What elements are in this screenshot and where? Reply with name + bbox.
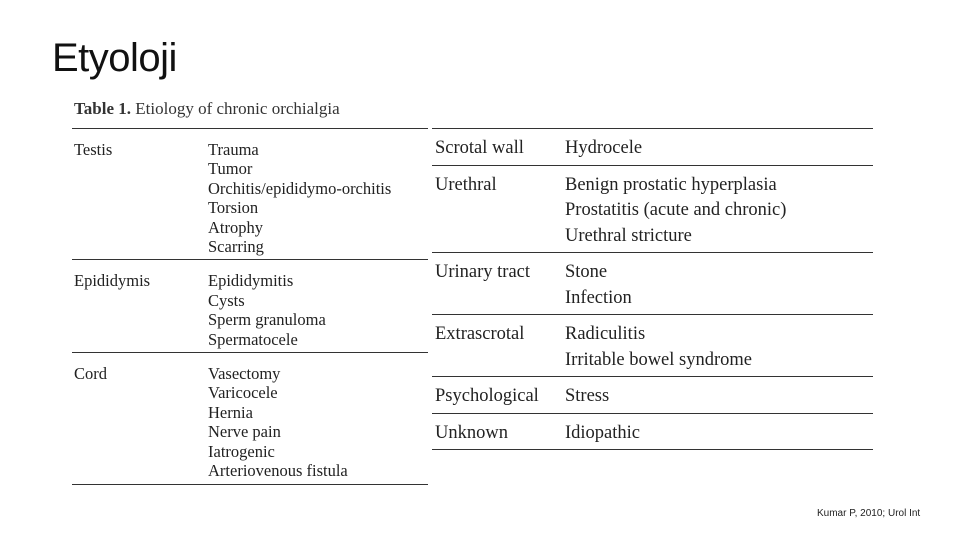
category-cell: Psychological: [435, 386, 539, 406]
table-row: [432, 414, 873, 451]
list-item: Hydrocele: [565, 138, 643, 158]
category-cell: Epididymis: [74, 271, 151, 291]
items-cell: [208, 364, 348, 480]
citation: Kumar P, 2010; Urol Int: [817, 508, 921, 519]
table-row: [72, 353, 428, 484]
category-cell: Testis: [74, 140, 113, 159]
items-cell: [565, 260, 632, 311]
table-row: [432, 129, 873, 166]
list-item: Stress: [565, 386, 610, 406]
category-cell: Scrotal wall: [435, 138, 524, 158]
table-right-panel: [432, 128, 873, 450]
list-item: Tumor: [208, 159, 253, 179]
list-item: Spermatocele: [208, 329, 298, 349]
items-cell: [565, 136, 642, 162]
list-item: Varicocele: [208, 383, 278, 403]
list-item: Sperm granuloma: [208, 310, 326, 330]
table-caption-label: Table 1.: [74, 99, 132, 118]
list-item: Prostatitis (acute and chronic): [565, 200, 787, 220]
list-item: Urethral stricture: [565, 225, 692, 246]
list-item: Torsion: [208, 198, 259, 218]
table-caption-text: Etiology of chronic orchialgia: [135, 99, 340, 118]
items-cell: [565, 173, 786, 250]
items-cell: [565, 322, 752, 373]
list-item: Idiopathic: [565, 422, 641, 443]
list-item: Radiculitis: [565, 324, 646, 344]
items-cell: [565, 421, 640, 447]
table-row: [432, 166, 873, 254]
table-row: [72, 260, 428, 353]
items-cell: [208, 271, 326, 349]
list-item: Infection: [565, 287, 632, 308]
category-cell: Urethral: [435, 174, 497, 195]
table-row: [432, 377, 873, 414]
list-item: Atrophy: [208, 217, 263, 237]
list-item: Nerve pain: [208, 422, 281, 442]
list-item: Irritable bowel syndrome: [565, 349, 752, 370]
table-row: [432, 253, 873, 315]
list-item: Cysts: [208, 290, 245, 310]
category-cell: Unknown: [435, 422, 508, 443]
list-item: Stone: [565, 262, 608, 282]
list-item: Hernia: [208, 402, 253, 422]
items-cell: [208, 140, 391, 256]
list-item: Iatrogenic: [208, 441, 275, 461]
list-item: Benign prostatic hyperplasia: [565, 174, 777, 195]
table-caption: [74, 99, 340, 119]
items-cell: [565, 384, 609, 410]
list-item: Vasectomy: [208, 364, 281, 384]
slide-title: Etyoloji: [52, 36, 177, 80]
list-item: Scarring: [208, 237, 264, 257]
table-left-panel: [72, 128, 428, 485]
list-item: Orchitis/epididymo-orchitis: [208, 178, 392, 198]
table-row: [432, 315, 873, 377]
list-item: Arteriovenous fistula: [208, 461, 348, 481]
category-cell: Cord: [74, 364, 107, 384]
category-cell: Extrascrotal: [435, 324, 525, 344]
list-item: Epididymitis: [208, 271, 294, 291]
list-item: Trauma: [208, 140, 259, 159]
category-cell: Urinary tract: [435, 262, 531, 282]
table-row: [72, 129, 428, 260]
